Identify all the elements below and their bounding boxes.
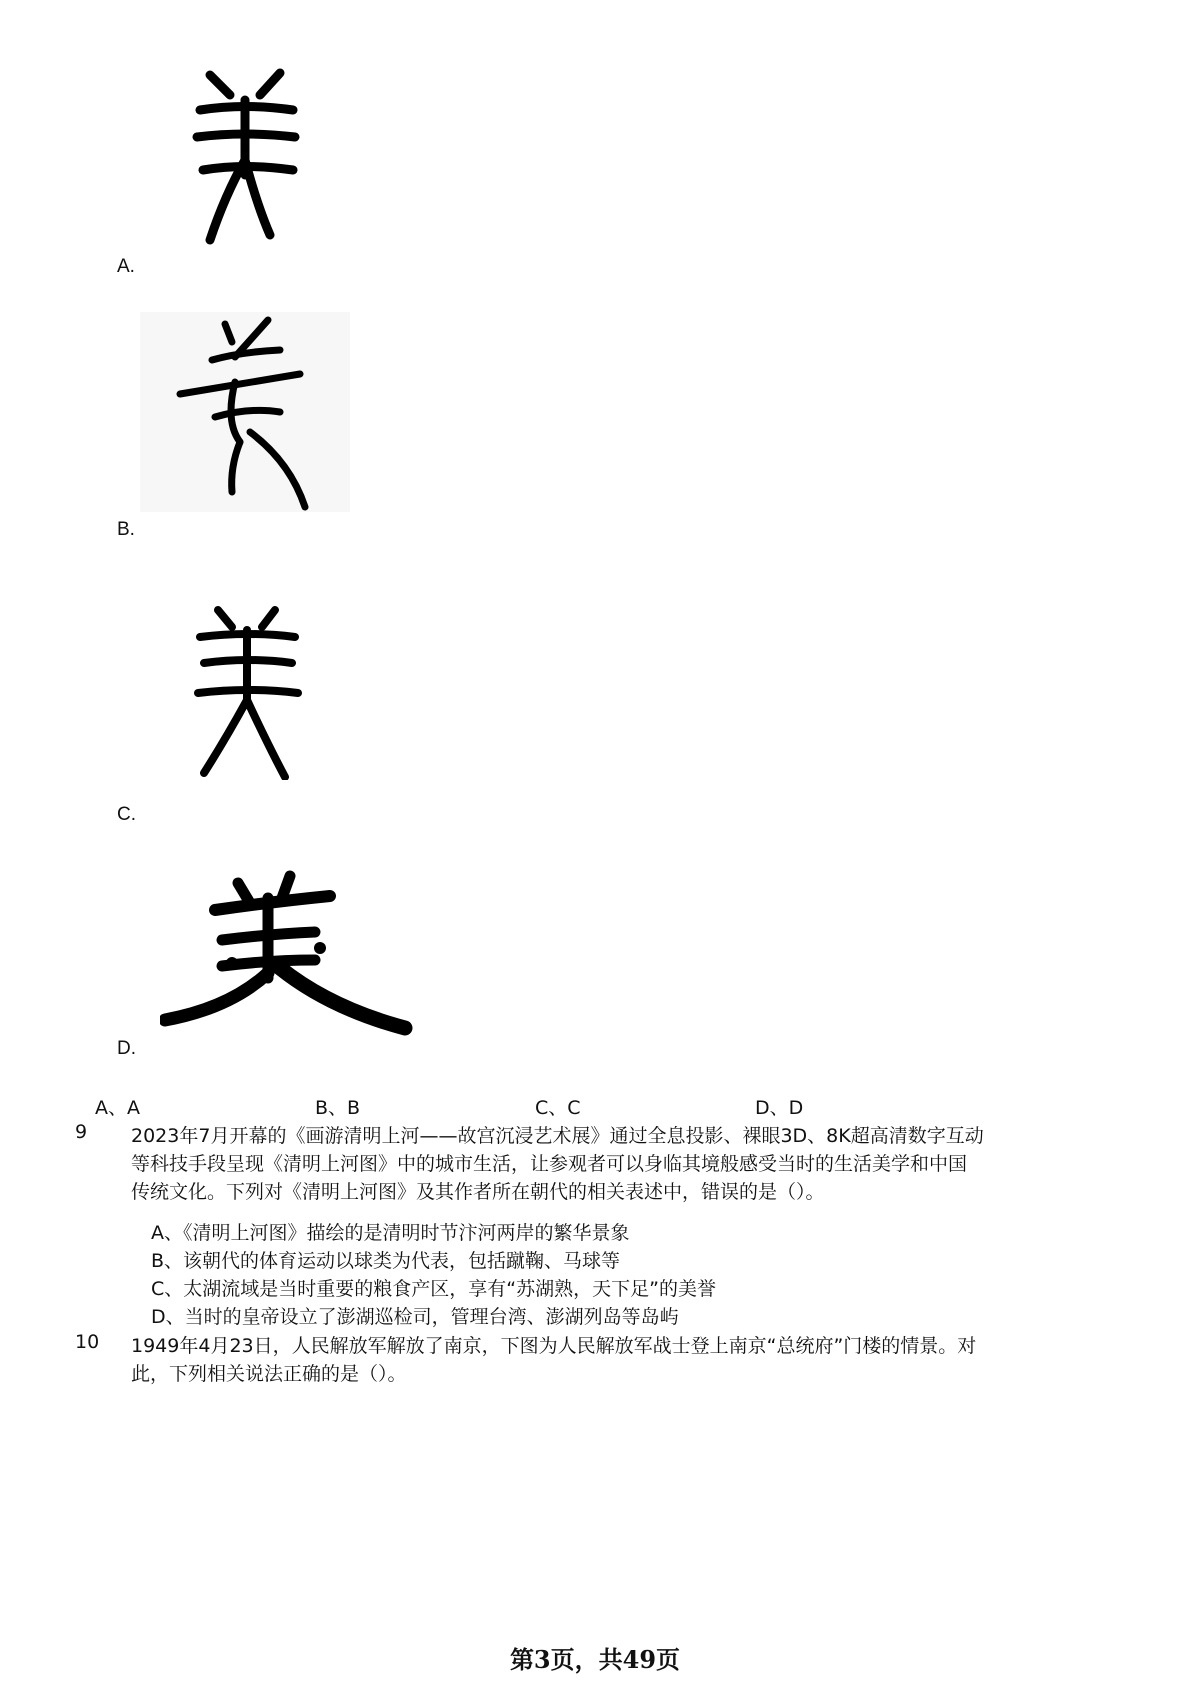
option-a-label: A. [117,256,135,277]
option-b-label: B. [117,519,135,540]
q9-number: 9 [75,1121,88,1143]
q10-line-2: 此，下列相关说法正确的是（）。 [131,1363,407,1385]
q9-line-3: 传统文化。下列对《清明上河图》及其作者所在朝代的相关表述中，错误的是（）。 [131,1181,825,1203]
q8-choice-d[interactable]: D、D [755,1097,804,1119]
option-a-glyph-image [185,65,305,245]
option-c-label: C. [117,804,136,825]
q10-number: 10 [75,1331,100,1353]
option-d-label: D. [117,1038,136,1059]
q9-line-2: 等科技手段呈现《清明上河图》中的城市生活，让参观者可以身临其境般感受当时的生活美学和中国 [131,1153,968,1175]
option-c-glyph-image [190,605,305,780]
page-footer: 第3页，共49页 [509,1645,681,1674]
q9-option-c[interactable]: C、太湖流域是当时重要的粮食产区，享有“苏湖熟，天下足”的美誉 [151,1278,716,1300]
q9-line-1: 2023年7月开幕的《画游清明上河——故宫沉浸艺术展》通过全息投影、裸眼3D、8K超高清数字互动 [131,1125,984,1147]
q10-line-1: 1949年4月23日，人民解放军解放了南京，下图为人民解放军战士登上南京“总统府”门楼的情景。对 [131,1335,977,1357]
q9-option-b[interactable]: B、该朝代的体育运动以球类为代表，包括蹴鞠、马球等 [151,1250,621,1272]
option-b-glyph-image [140,312,350,512]
q9-option-d[interactable]: D、当时的皇帝设立了澎湖巡检司，管理台湾、澎湖列岛等岛屿 [151,1306,679,1328]
q8-choice-a[interactable]: A、A [95,1097,140,1119]
q8-choice-c[interactable]: C、C [535,1097,581,1119]
q8-choice-b[interactable]: B、B [315,1097,361,1119]
option-d-glyph-image [160,868,415,1040]
q9-option-a[interactable]: A、《清明上河图》描绘的是清明时节汴河两岸的繁华景象 [151,1222,630,1244]
